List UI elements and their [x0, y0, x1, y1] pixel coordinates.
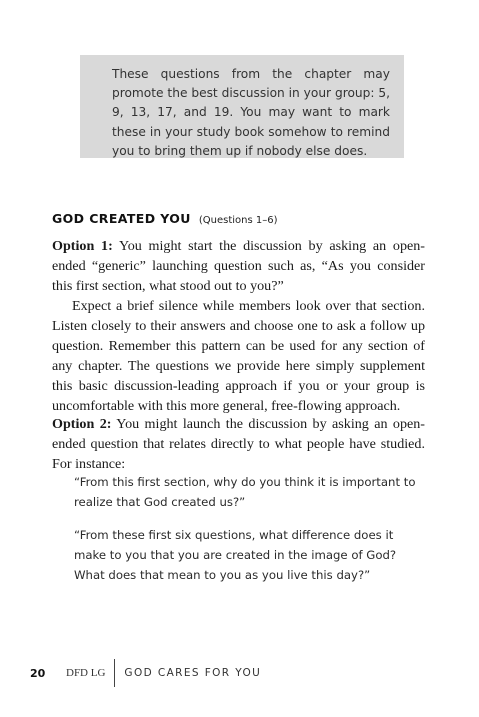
- footer-divider: [114, 659, 115, 687]
- option-2-paragraph: [52, 414, 425, 474]
- option-1-text: You might start the discussion by asking an open-ended “generic” launching question such as, “As you consider this first section, what stood out to you?”: [52, 238, 425, 294]
- section-question-range: (Questions 1–6): [198, 215, 278, 226]
- book-abbreviation: DFD LG: [66, 667, 106, 679]
- page-footer: [30, 660, 261, 686]
- page-number: 20: [30, 666, 46, 680]
- section-title: GOD CREATED YOU: [52, 211, 191, 226]
- option-2-text: You might launch the discussion by asking an open-ended question that relates directly to what people have studied. For instance:: [52, 416, 426, 472]
- example-question-1: “From this first section, why do you think it is important to realize that God created us?”: [74, 475, 416, 509]
- option-1-label: Option 1:: [52, 238, 113, 254]
- option-1-paragraph: [52, 236, 425, 296]
- option-1-followup-paragraph: [52, 296, 425, 416]
- callout-text: These questions from the chapter may promote the best discussion in your group: 5, 9, 13, 17, and 19. You may want to mark these in your study book somehow to remind you to bring them up if nobody else does.: [112, 67, 390, 158]
- option-2-label: Option 2:: [52, 416, 112, 432]
- book-title: GOD CARES FOR YOU: [124, 667, 262, 679]
- section-heading: [52, 210, 278, 228]
- example-question-2: “From these first six questions, what difference does it make to you that you are created in the image of God? What does that mean to you as you live this day?”: [74, 528, 397, 582]
- discussion-tip-callout: [80, 55, 404, 158]
- option-1-followup-text: Expect a brief silence while members look over that section. Listen closely to their answers and choose one to ask a follow up question. Remember this pattern can be used for any section of any chapter. The questions we provide here simply supplement this basic discussion-leading approach if you or your group is uncomfortable with this more general, free-flowing approach.: [52, 298, 425, 414]
